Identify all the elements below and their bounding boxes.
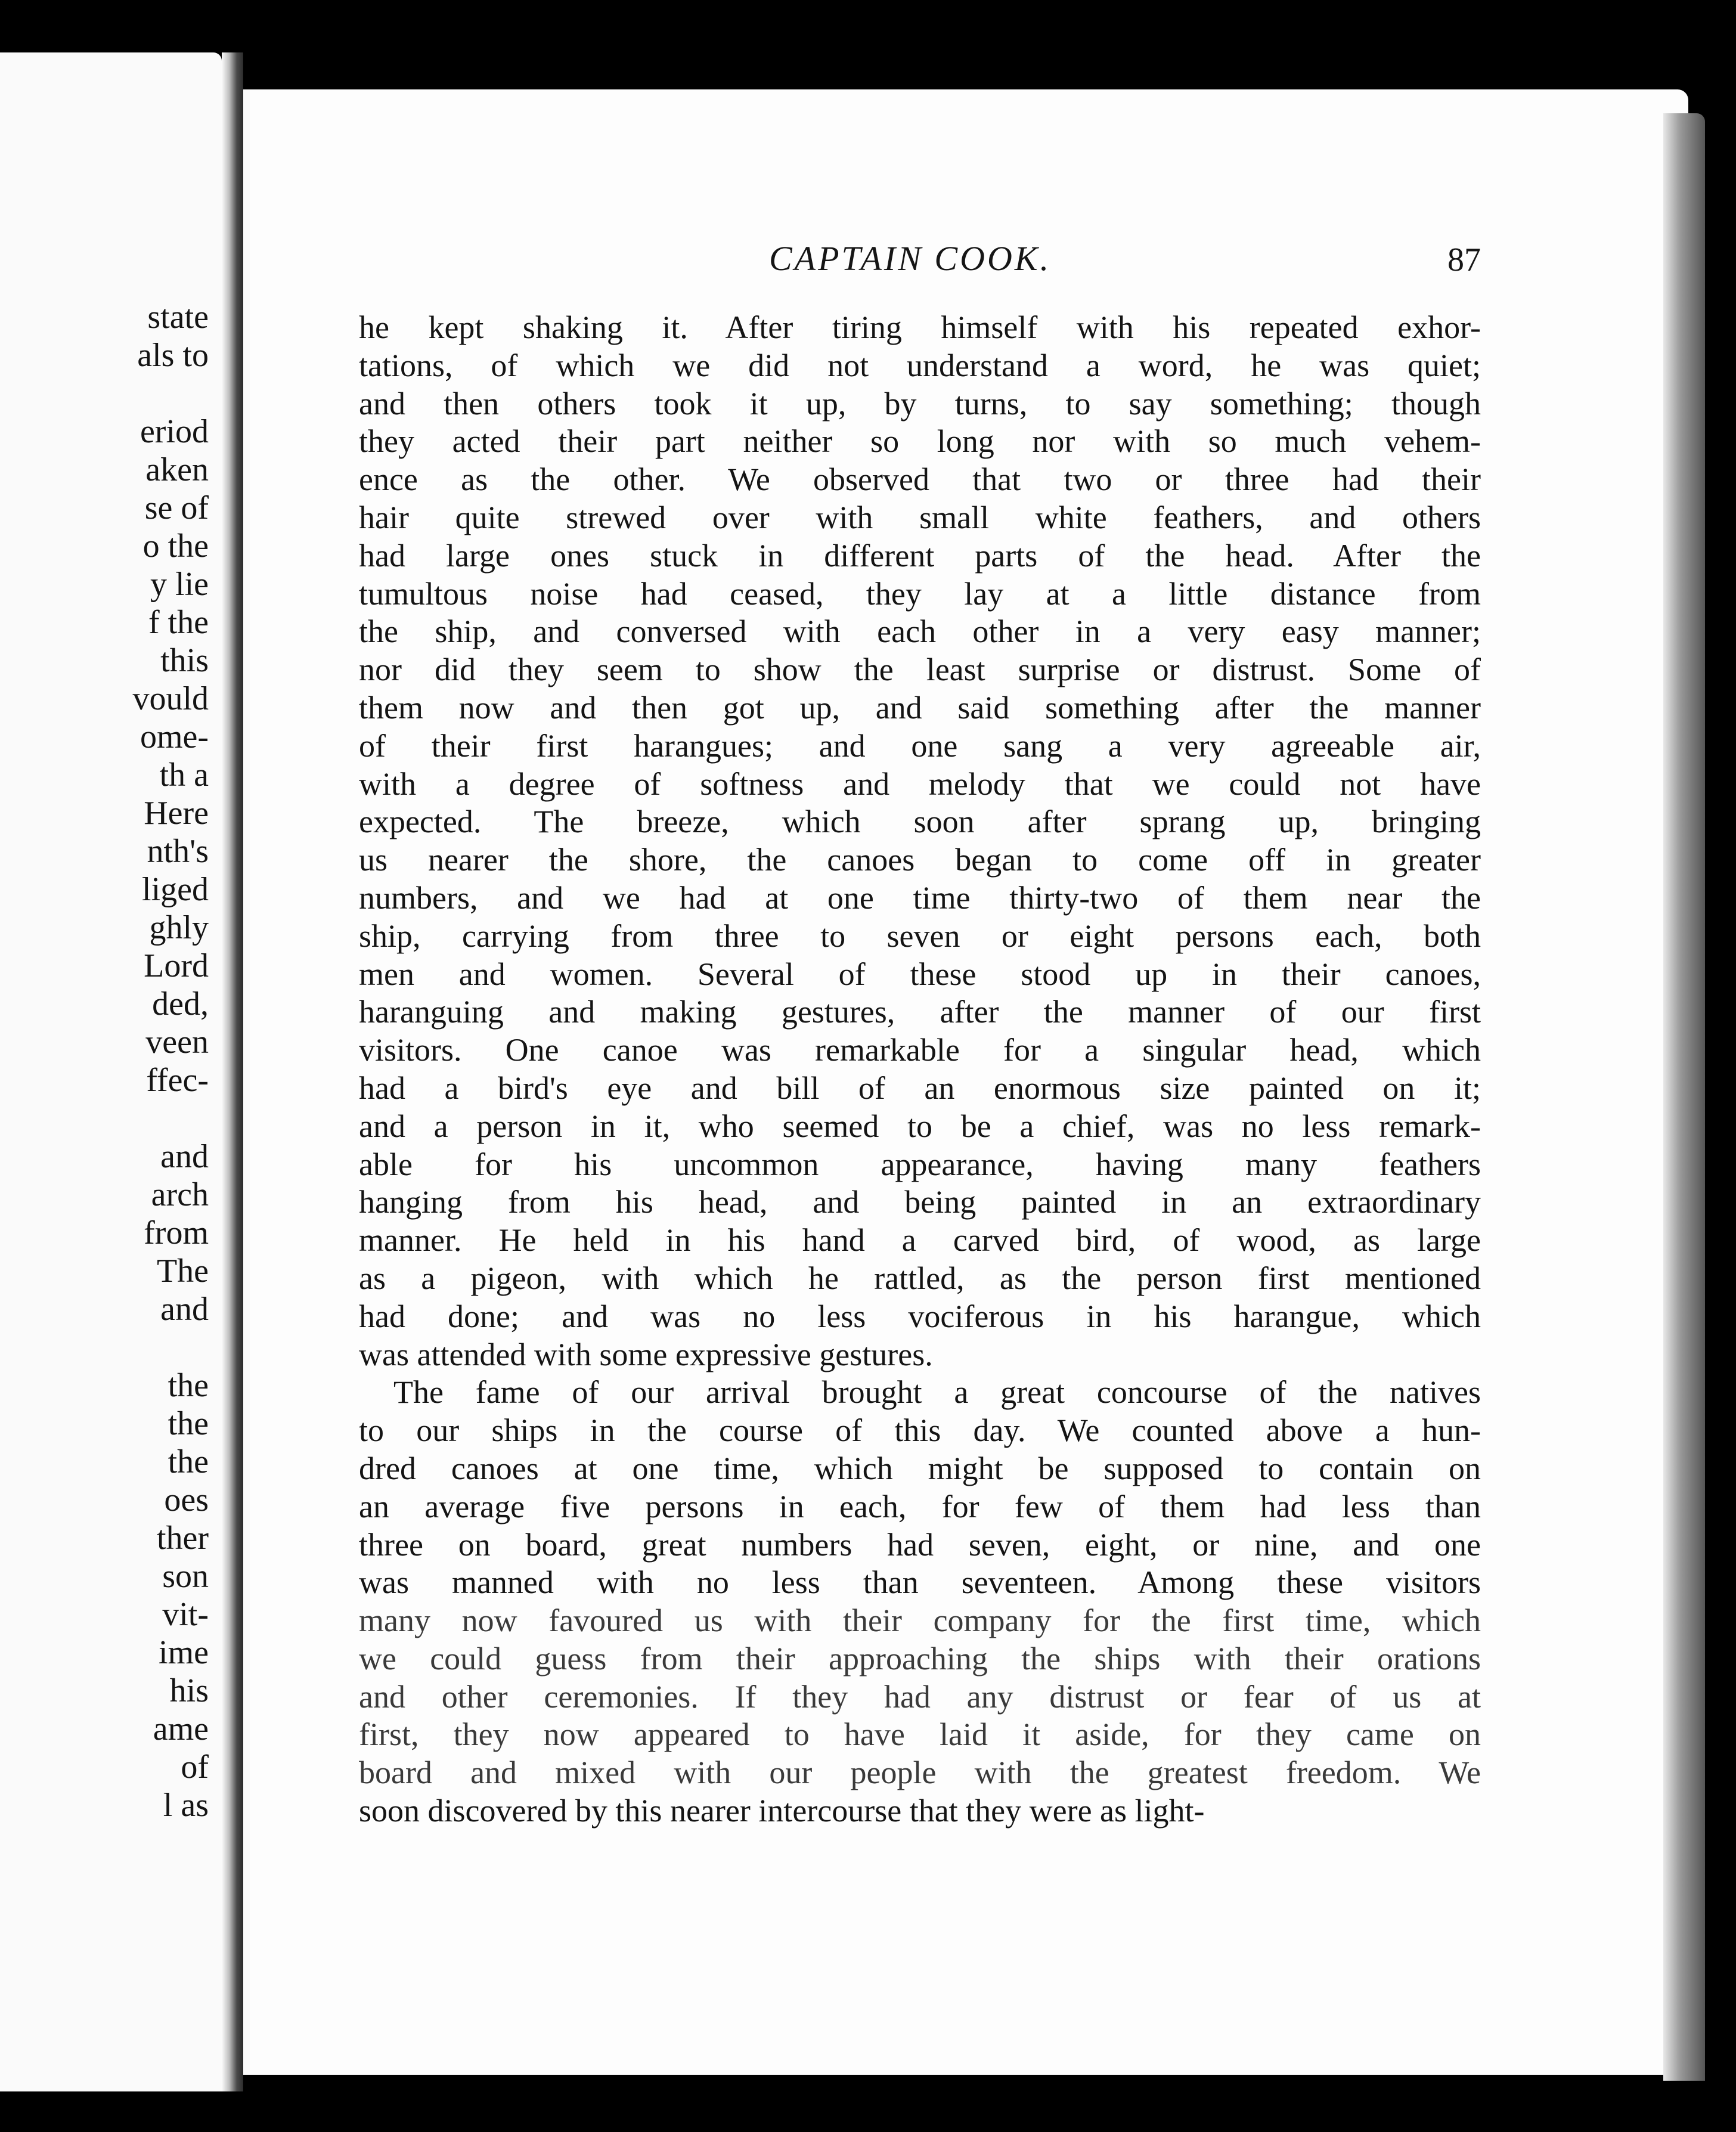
text-line: able for his uncommon appearance, having many feathers bbox=[359, 1146, 1481, 1182]
left-page-line: Here bbox=[144, 795, 209, 832]
text-line: he kept shaking it. After tiring himself with his repeated exhor- bbox=[359, 309, 1481, 345]
left-page-line: ime bbox=[159, 1634, 209, 1671]
text-line: three on board, great numbers had seven, eight, or nine, and one bbox=[359, 1526, 1481, 1563]
left-page-line: arch bbox=[151, 1176, 209, 1213]
text-line: soon discovered by this nearer intercourse that they were as light- bbox=[359, 1793, 1205, 1829]
text-line: and other ceremonies. If they had any distrust or fear of us at bbox=[359, 1678, 1481, 1715]
left-page-line: o the bbox=[142, 528, 209, 565]
text-line: was manned with no less than seventeen. Among these visitors bbox=[359, 1564, 1481, 1601]
text-line: an average five persons in each, for few of them had less than bbox=[359, 1488, 1481, 1524]
text-line: haranguing and making gestures, after the manner of our first bbox=[359, 994, 1481, 1030]
left-page-line: son bbox=[162, 1558, 209, 1595]
left-page-line: vit- bbox=[162, 1596, 209, 1633]
text-line: we could guess from their approaching the ships with their orations bbox=[359, 1640, 1481, 1677]
text-line: visitors. One canoe was remarkable for a singular head, which bbox=[359, 1032, 1481, 1068]
left-page-line: of bbox=[181, 1749, 209, 1786]
left-page-line bbox=[6, 374, 209, 413]
text-line: with a degree of softness and melody that we could not have bbox=[359, 766, 1481, 802]
left-page-line: oes bbox=[164, 1482, 209, 1519]
text-line: and then others took it up, by turns, to say something; though bbox=[359, 385, 1481, 422]
text-line: was attended with some expressive gestures. bbox=[359, 1336, 933, 1372]
text-line: nor did they seem to show the least surprise or distrust. Some of bbox=[359, 652, 1481, 688]
text-line: numbers, and we had at one time thirty-two of them near the bbox=[359, 879, 1481, 916]
left-page-line bbox=[6, 1328, 209, 1366]
text-line: of their first harangues; and one sang a very agreeable air, bbox=[359, 727, 1481, 764]
left-page-line: als to bbox=[137, 337, 209, 374]
text-line: tations, of which we did not understand a word, he was quiet; bbox=[359, 347, 1481, 383]
left-page-line: l as bbox=[163, 1787, 209, 1824]
text-line: first, they now appeared to have laid it aside, for they came on bbox=[359, 1716, 1481, 1753]
text-line: had done; and was no less vociferous in his harangue, which bbox=[359, 1298, 1481, 1334]
left-page-line: The bbox=[156, 1253, 209, 1290]
left-page-line bbox=[6, 1099, 209, 1138]
text-line: ence as the other. We observed that two or three had their bbox=[359, 461, 1481, 498]
text-line: the ship, and conversed with each other in a very easy manner; bbox=[359, 613, 1481, 650]
left-page-line: f the bbox=[148, 604, 209, 641]
left-page-line: ghly bbox=[149, 909, 209, 946]
text-line: expected. The breeze, which soon after sprang up, bringing bbox=[359, 804, 1481, 840]
text-line: dred canoes at one time, which might be supposed to contain on bbox=[359, 1450, 1481, 1486]
text-line: hanging from his head, and being painted in an extraordinary bbox=[359, 1184, 1481, 1220]
text-line: had a bird's eye and bill of an enormous size painted on it; bbox=[359, 1070, 1481, 1106]
text-line: had large ones stuck in different parts of the head. After the bbox=[359, 537, 1481, 574]
text-line: tumultous noise had ceased, they lay at a little distance from bbox=[359, 575, 1481, 612]
text-line: men and women. Several of these stood up in their canoes, bbox=[359, 956, 1481, 992]
left-page-text bbox=[6, 298, 209, 1824]
book-gutter bbox=[222, 52, 243, 2091]
text-line: as a pigeon, with which he rattled, as the person first mentioned bbox=[359, 1260, 1481, 1296]
left-page-line: and bbox=[160, 1291, 209, 1328]
left-page-line: the bbox=[168, 1443, 209, 1480]
paragraph-1 bbox=[359, 309, 1481, 1374]
text-line: and a person in it, who seemed to be a chief, was no less remark- bbox=[359, 1108, 1481, 1144]
text-line: us nearer the shore, the canoes began to come off in greater bbox=[359, 842, 1481, 878]
left-page-line: from bbox=[144, 1214, 209, 1251]
left-page-line: y lie bbox=[150, 566, 209, 603]
text-line: hair quite strewed over with small white feathers, and others bbox=[359, 499, 1481, 535]
left-page-line: nth's bbox=[147, 833, 209, 870]
running-head: CAPTAIN COOK. bbox=[769, 239, 1052, 278]
left-page-line: ther bbox=[156, 1520, 209, 1557]
left-page-line: ded, bbox=[152, 986, 209, 1022]
left-page-line: se of bbox=[144, 489, 209, 526]
text-line: board and mixed with our people with the greatest freedom. We bbox=[359, 1755, 1481, 1791]
left-page-line: the bbox=[168, 1405, 209, 1442]
text-line: ship, carrying from three to seven or eight persons each, both bbox=[359, 918, 1481, 954]
left-page-line: ome- bbox=[140, 718, 209, 755]
page-number: 87 bbox=[1447, 241, 1481, 278]
left-page bbox=[0, 52, 222, 2091]
left-page-line: veen bbox=[145, 1024, 209, 1061]
left-page-line: ffec- bbox=[146, 1062, 209, 1099]
text-line: manner. He held in his hand a carved bird, of wood, as large bbox=[359, 1222, 1481, 1259]
left-page-line: Lord bbox=[144, 947, 209, 984]
left-page-line: eriod bbox=[140, 413, 209, 450]
text-line: The fame of our arrival brought a great concourse of the natives bbox=[393, 1374, 1481, 1411]
left-page-line: vould bbox=[132, 680, 209, 717]
left-page-line: the bbox=[168, 1367, 209, 1404]
left-page-line: state bbox=[147, 299, 209, 336]
left-page-line: ame bbox=[153, 1710, 209, 1747]
left-page-line: th a bbox=[159, 757, 209, 794]
left-page-line: his bbox=[169, 1672, 209, 1709]
paragraph-2 bbox=[359, 1374, 1481, 1830]
body-text bbox=[359, 309, 1481, 1830]
text-line: many now favoured us with their company for the first time, which bbox=[359, 1603, 1481, 1639]
text-line: they acted their part neither so long nor with so much vehem- bbox=[359, 423, 1481, 460]
text-line: them now and then got up, and said something after the manner bbox=[359, 689, 1481, 726]
left-page-line: aken bbox=[145, 451, 209, 488]
left-page-line: this bbox=[160, 642, 209, 679]
left-page-line: and bbox=[160, 1138, 209, 1175]
left-page-line: liged bbox=[142, 871, 209, 908]
page-edge bbox=[1663, 113, 1705, 2081]
text-line: to our ships in the course of this day. We counted above a hun- bbox=[359, 1412, 1481, 1449]
